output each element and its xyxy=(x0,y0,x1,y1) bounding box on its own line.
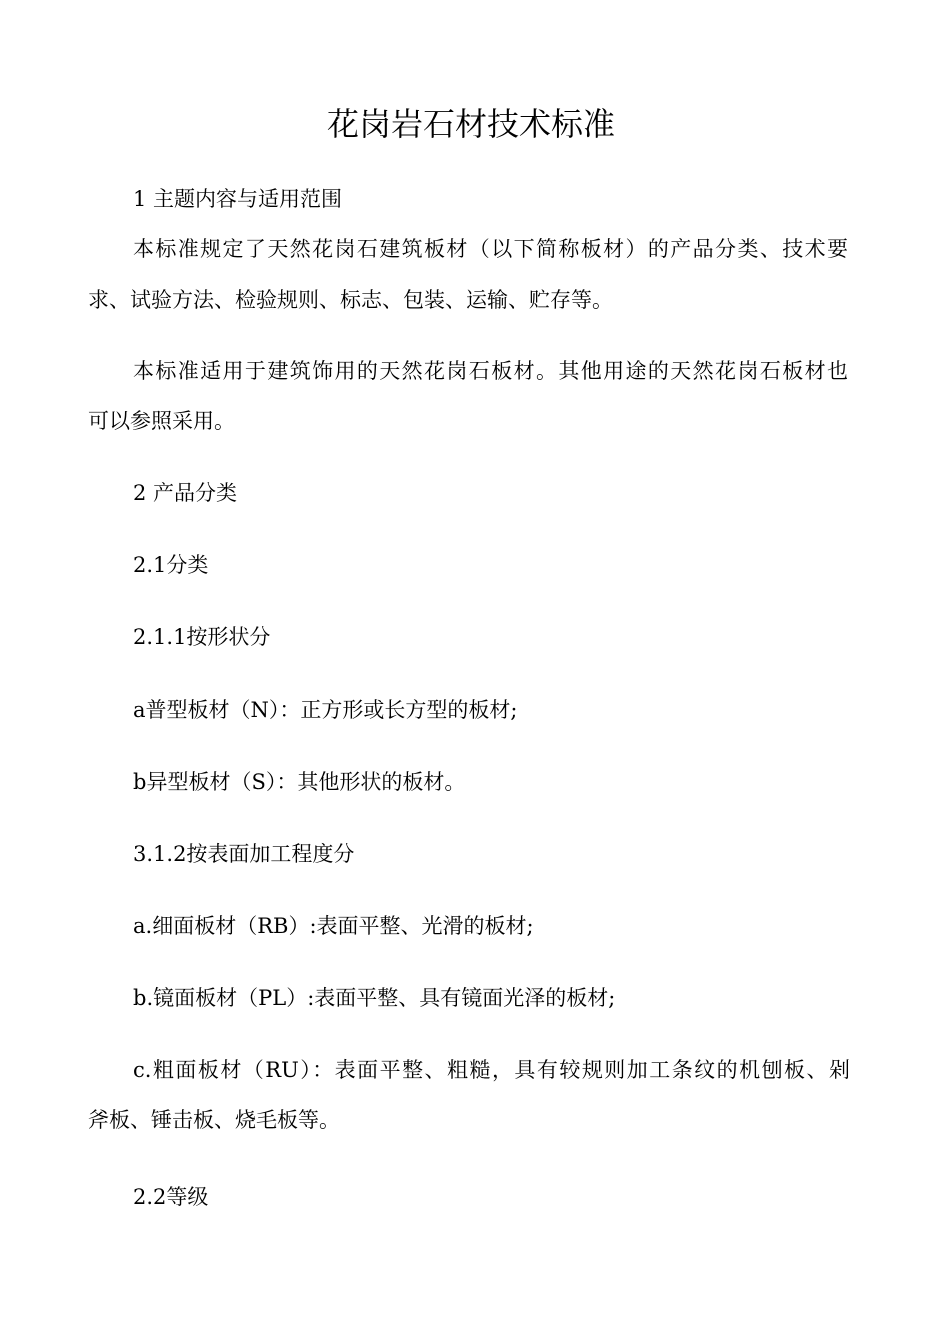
list-item-c-rough-line-2: 斧板、锤击板、烧毛板等。 xyxy=(88,1108,340,1132)
section-heading-2: 2 产品分类 xyxy=(133,481,238,505)
subsection-heading-2-1-1: 2.1.1按形状分 xyxy=(133,625,271,649)
paragraph-scope-line-2: 求、试验方法、检验规则、标志、包装、运输、贮存等。 xyxy=(88,288,613,312)
list-item-c-rough-line-1: c.粗面板材（RU）：表面平整、粗糙，具有较规则加工条纹的机刨板、剁 xyxy=(133,1058,850,1082)
list-item-b-mirror: b.镜面板材（PL）:表面平整、具有镜面光泽的板材; xyxy=(133,986,616,1010)
subsection-heading-2-2: 2.2等级 xyxy=(133,1185,209,1209)
subsection-heading-3-1-2: 3.1.2按表面加工程度分 xyxy=(133,842,355,866)
subsection-heading-2-1: 2.1分类 xyxy=(133,553,209,577)
list-item-b-irregular: b异型板材（S）：其他形状的板材。 xyxy=(133,770,466,794)
document-title: 花岗岩石材技术标准 xyxy=(326,105,615,143)
paragraph-applicability-line-2: 可以参照采用。 xyxy=(88,409,235,433)
section-heading-1: 1 主题内容与适用范围 xyxy=(133,187,343,211)
list-item-a-regular: a普型板材（N）：正方形或长方型的板材; xyxy=(133,698,518,722)
paragraph-scope-line-1: 本标准规定了天然花岗石建筑板材（以下简称板材）的产品分类、技术要 xyxy=(133,237,848,261)
list-item-a-fine: a.细面板材（RB）:表面平整、光滑的板材; xyxy=(133,914,534,938)
paragraph-applicability-line-1: 本标准适用于建筑饰用的天然花岗石板材。其他用途的天然花岗石板材也 xyxy=(133,359,848,383)
